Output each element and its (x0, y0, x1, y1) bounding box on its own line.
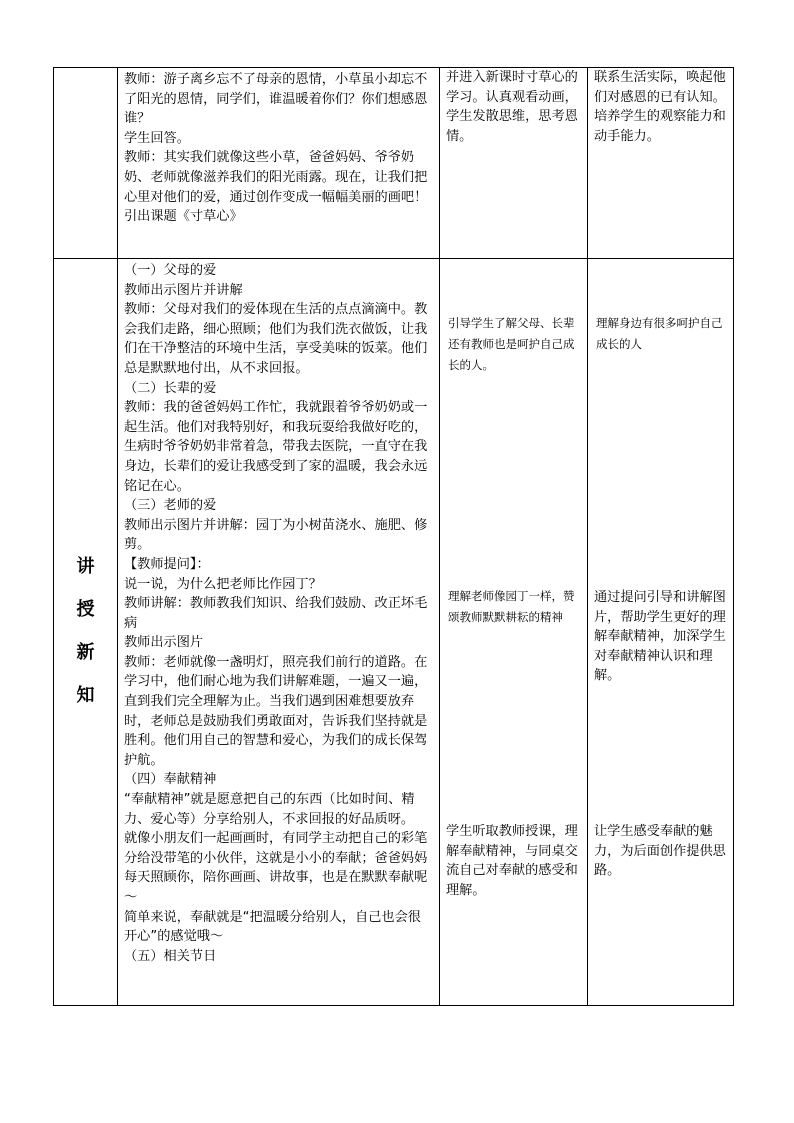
student-text: 理解老师像园丁一样，赞颂教师默默耕耘的精神 (448, 589, 575, 624)
teacher-text: 教师：其实我们就像这些小草，爸爸妈妈、爷爷奶奶、老师就像滋养我们的阳光雨露。现在，让我们把心里对他们的爱，通过创作变成一幅幅美丽的画吧！ (124, 150, 428, 205)
intent-text: 让学生感受奉献的魅力，为后面创作提供思路。 (594, 824, 726, 879)
stage-cell (54, 259, 118, 1006)
teacher-activity-cell (118, 68, 440, 259)
student-activity-cell (440, 259, 588, 1006)
teacher-text: 引出课题《寸草心》 (124, 209, 243, 225)
student-text: 引导学生了解父母、长辈还有教师也是呵护自己成长的人。 (448, 316, 575, 372)
teacher-text: 教师：老师就像一盏明灯，照亮我们前行的道路。在学习中，他们耐心地为我们讲解难题，一遍又一遍，直到我们完全理解为止。当我们遇到困难想要放弃时，老师总是鼓励我们勇敢面对，告诉我们坚持就是胜利。他们用自己的智慧和爱心，为我们的成长保驾护航。 (124, 654, 428, 768)
lesson-plan-table (53, 67, 734, 1006)
teacher-text: （五）相关节日 (124, 948, 217, 964)
teacher-text: 教师：父母对我们的爱体现在生活的点点滴滴中。教会我们走路，细心照顾；他们为我们洗衣做饭，让我们在干净整洁的环境中生活，享受美味的饭菜。他们总是默默地付出，从不求回报。 (124, 302, 428, 376)
intent-text: 联系生活实际，唤起他们对感恩的已有认知。培养学生的观察能力和动手能力。 (594, 70, 726, 144)
design-intent-cell (588, 68, 734, 259)
teacher-text: （四）奉献精神 (124, 772, 217, 788)
section-title: 讲 授 新 知 (76, 556, 95, 706)
teacher-activity-cell (118, 259, 440, 1006)
teacher-text: 简单来说，奉献就是“把温暖分给别人，自己也会很开心”的感觉哦～ (124, 909, 421, 945)
teacher-text: （二）长辈的爱 (124, 380, 217, 396)
teacher-text: 教师出示图片并讲解：园丁为小树苗浇水、施肥、修剪。 (124, 517, 428, 553)
teacher-text: 教师出示图片 (124, 635, 204, 651)
teacher-text: 就像小朋友们一起画画时，有同学主动把自己的彩笔分给没带笔的小伙伴，这就是小小的奉献；爸爸妈妈每天照顾你，陪你画画、讲故事，也是在默默奉献呢～ (124, 831, 428, 905)
teacher-text: （三）老师的爱 (124, 498, 217, 514)
teacher-text: 教师讲解：教师教我们知识、给我们鼓励、改正坏毛病 (124, 596, 428, 631)
teacher-text: 学生回答。 (124, 130, 190, 146)
table-row (54, 68, 734, 259)
teacher-text: 教师：游子离乡忘不了母亲的恩情，小草虽小却忘不了阳光的恩情，同学们，谁温暖着你们？你们想感恩谁？ (124, 72, 428, 127)
teacher-text: 教师：我的爸爸妈妈工作忙，我就跟着爷爷奶奶或一起生活。他们对我特别好，和我玩耍给我做好吃的，生病时爷爷奶奶非常着急，带我去医院，一直守在我身边，长辈们的爱让我感受到了家的温暖，我会永远铭记在心。 (124, 400, 428, 494)
student-text: 学生听取教师授课，理解奉献精神，与同桌交流自己对奉献的感受和理解。 (446, 824, 578, 898)
table-row (54, 259, 734, 1006)
teacher-text: 【教师提问】： (124, 556, 210, 572)
teacher-text: 说一说，为什么把老师比作园丁？ (124, 576, 322, 592)
teacher-text: “奉献精神”就是愿意把自己的东西（比如时间、精力、爱心等）分享给别人，不求回报的好品质呀。 (124, 792, 415, 827)
teacher-text: 教师出示图片并讲解 (124, 282, 243, 298)
student-activity-cell (440, 68, 588, 259)
stage-cell (54, 68, 118, 259)
intent-text: 通过提问引导和讲解图片，帮助学生更好的理解奉献精神，加深学生对奉献精神认识和理解。 (594, 590, 726, 684)
intent-text: 理解身边有很多呵护自己成长的人 (596, 316, 723, 351)
design-intent-cell (588, 259, 734, 1006)
student-text: 并进入新课时寸草心的学习。认真观看动画，学生发散思维，思考恩情。 (446, 70, 578, 144)
teacher-text: （一）父母的爱 (124, 263, 217, 278)
